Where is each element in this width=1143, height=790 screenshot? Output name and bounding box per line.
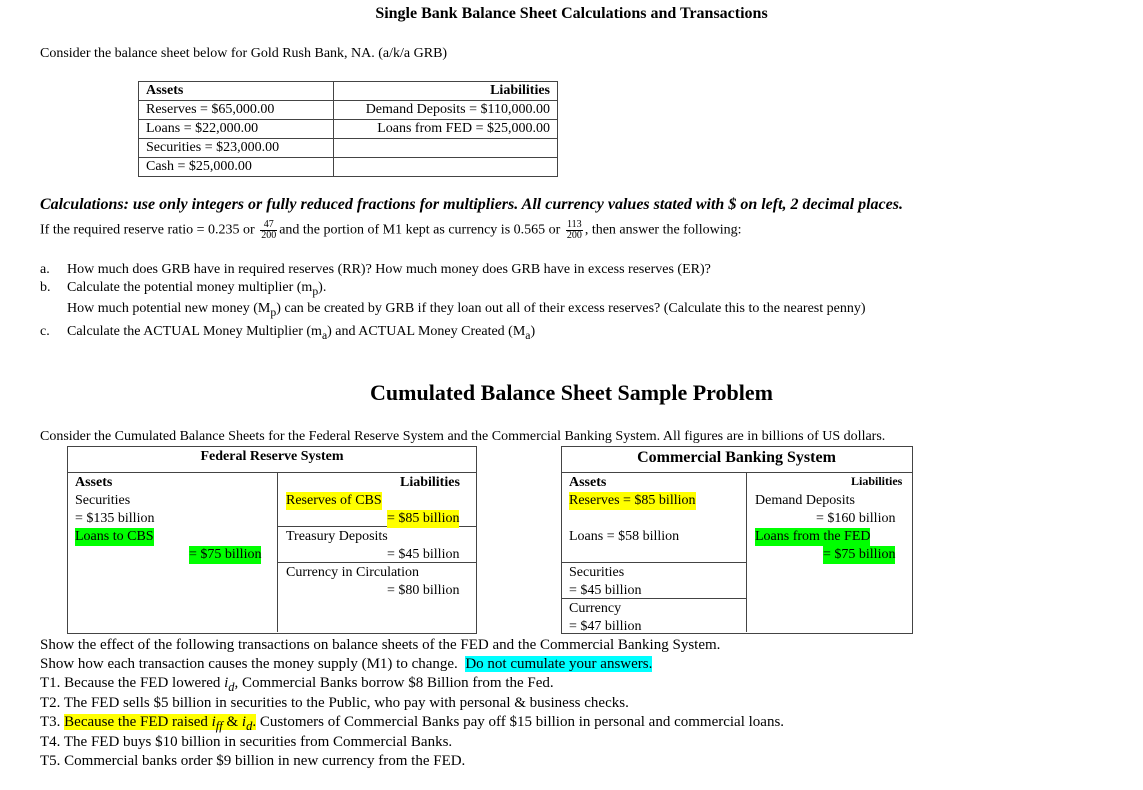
cbs-title: Commercial Banking System: [637, 449, 836, 466]
grb-liabilities-header: Liabilities: [333, 82, 557, 101]
transaction-t2: T2. The FED sells $5 billion in securities to the Public, who pay with personal & business checks.: [40, 695, 629, 711]
divider: [561, 562, 746, 563]
question-a-label: a.: [40, 262, 50, 277]
t1-text: , Commercial Banks borrow $8 Billion from the Fed.: [234, 675, 554, 691]
t3-highlight-text: Because the FED raised: [64, 714, 212, 730]
t1-text: T1. Because the FED lowered: [40, 675, 225, 691]
cbs-currency-value: = $47 billion: [569, 619, 642, 634]
transaction-t4: T4. The FED buys $10 billion in securities from Commercial Banks.: [40, 734, 453, 750]
fed-securities-label: Securities: [75, 493, 131, 508]
cbs-demand-deposits-label: Demand Deposits: [755, 493, 855, 508]
grb-asset-securities: Securities = $23,000.00: [139, 139, 334, 158]
cbs-liabilities-header: Liabilities: [851, 474, 903, 488]
section1-intro: Consider the balance sheet below for Gold Rush Bank, NA. (a/k/a GRB): [40, 46, 448, 61]
conditions-part-3: , then answer the following:: [584, 222, 742, 238]
section1-title: Single Bank Balance Sheet Calculations and Transactions: [375, 5, 768, 22]
question-b-label: b.: [40, 280, 51, 295]
fed-treasury-value: = $45 billion: [387, 547, 460, 562]
instructions-line-2-text: Show how each transaction causes the money supply (M1) to change.: [40, 656, 458, 672]
cbs-loans-from-fed-value: = $75 billion: [823, 547, 896, 562]
t3-text: T3.: [40, 714, 65, 730]
conditions-part-1: If the required reserve ratio = 0.235 or: [40, 222, 255, 238]
divider: [277, 472, 278, 632]
fed-loans-to-cbs-label: Loans to CBS: [75, 529, 154, 544]
fed-liabilities-header: Liabilities: [400, 475, 460, 490]
subscript: p: [312, 284, 319, 298]
t1-rate-symbol: i: [224, 675, 229, 691]
cbs-reserves: Reserves = $85 billion: [569, 493, 696, 508]
grb-assets-header: Assets: [139, 82, 334, 101]
fed-currency-value: = $80 billion: [387, 583, 460, 598]
fed-reserves-value: = $85 billion: [387, 511, 460, 526]
instructions-line-1: Show the effect of the following transactions on balance sheets of the FED and the Commercial Banking System.: [40, 637, 721, 653]
transaction-t5: T5. Commercial banks order $9 billion in new currency from the FED.: [40, 753, 466, 769]
question-b-text-part: ).: [318, 280, 327, 295]
fed-assets-header: Assets: [75, 475, 113, 490]
cbs-loans: Loans = $58 billion: [569, 529, 680, 544]
grb-balance-sheet: [138, 81, 558, 177]
grb-liability-empty-2: [333, 158, 557, 177]
conditions-part-2: and the portion of M1 kept as currency is 0.565 or: [279, 222, 561, 238]
cbs-loans-from-fed-label: Loans from the FED: [755, 529, 871, 544]
question-c-text-part: ) and ACTUAL Money Created (M: [327, 324, 526, 339]
grb-liability-demand-deposits: Demand Deposits = $110,000.00: [333, 101, 557, 120]
grb-asset-loans: Loans = $22,000.00: [139, 120, 334, 139]
fraction-numerator: 113: [566, 219, 582, 230]
section2-intro: Consider the Cumulated Balance Sheets for the Federal Reserve System and the Commercial Banking System. All figures are in billions of US dollars.: [40, 429, 886, 444]
fraction-denominator: 200: [261, 230, 277, 241]
cbs-demand-deposits-value: = $160 billion: [816, 511, 896, 526]
fed-title: Federal Reserve System: [200, 449, 344, 464]
question-b2-text: [67, 301, 866, 319]
question-c-text: [67, 324, 535, 342]
grb-liability-empty-1: [333, 139, 557, 158]
currency-ratio-fraction: [566, 220, 583, 241]
cbs-securities-label: Securities: [569, 565, 625, 580]
fed-reserves-label: Reserves of CBS: [286, 493, 382, 508]
subscript: a: [525, 328, 531, 342]
question-b2-text-part: How much potential new money (M: [67, 301, 271, 316]
question-b2-text-part: ) can be created by GRB if they loan out all of their excess reserves? (Calculate this to the nearest penny): [276, 301, 866, 316]
instructions-highlight: Do not cumulate your answers.: [465, 656, 653, 672]
cbs-assets-header: Assets: [569, 475, 607, 490]
t3-highlight-text: &: [222, 714, 242, 730]
fraction-numerator: 47: [260, 220, 277, 231]
grb-liability-loans-from-fed: Loans from FED = $25,000.00: [333, 120, 557, 139]
calculations-heading: Calculations: use only integers or fully reduced fractions for multipliers. All currency values stated with $ on left, 2 decimal places.: [40, 196, 903, 213]
fed-loans-to-cbs-value: = $75 billion: [189, 547, 262, 562]
t3-rate-symbol: i: [211, 714, 216, 730]
subscript: p: [270, 305, 277, 319]
question-c-label: c.: [40, 324, 50, 339]
conditions-line: [40, 220, 742, 241]
section2-title: Cumulated Balance Sheet Sample Problem: [370, 380, 773, 405]
question-b-text: [67, 280, 326, 298]
instructions-line-2: [40, 655, 652, 674]
divider: [67, 472, 476, 473]
cbs-securities-value: = $45 billion: [569, 583, 642, 598]
question-a-text: How much does GRB have in required reserves (RR)? How much money does GRB have in excess reserves (ER)?: [67, 262, 711, 277]
grb-asset-reserves: Reserves = $65,000.00: [139, 101, 334, 120]
t3-text: Customers of Commercial Banks pay off $15 billion in personal and commercial loans.: [256, 714, 785, 730]
t3-rate-subscript: ff: [215, 719, 223, 733]
t3-rate-symbol: i: [241, 714, 247, 730]
divider: [746, 472, 747, 632]
t3-highlight-text: .: [252, 714, 257, 730]
subscript: a: [321, 328, 328, 342]
question-b-text-part: Calculate the potential money multiplier (m: [67, 280, 313, 295]
fed-treasury-label: Treasury Deposits: [286, 529, 388, 544]
question-c-text-part: ): [530, 324, 536, 339]
reserve-ratio-fraction: [260, 220, 277, 241]
t3-rate-subscript: d: [246, 719, 253, 733]
fed-currency-label: Currency in Circulation: [286, 565, 419, 580]
t3-highlight: [64, 714, 257, 733]
question-c-text-part: Calculate the ACTUAL Money Multiplier (m: [67, 324, 322, 339]
fraction-denominator: 200: [566, 230, 582, 241]
fed-securities-value: = $135 billion: [75, 511, 155, 526]
t1-rate-subscript: d: [228, 680, 235, 694]
cbs-currency-label: Currency: [569, 601, 622, 616]
grb-asset-cash: Cash = $25,000.00: [139, 158, 334, 177]
